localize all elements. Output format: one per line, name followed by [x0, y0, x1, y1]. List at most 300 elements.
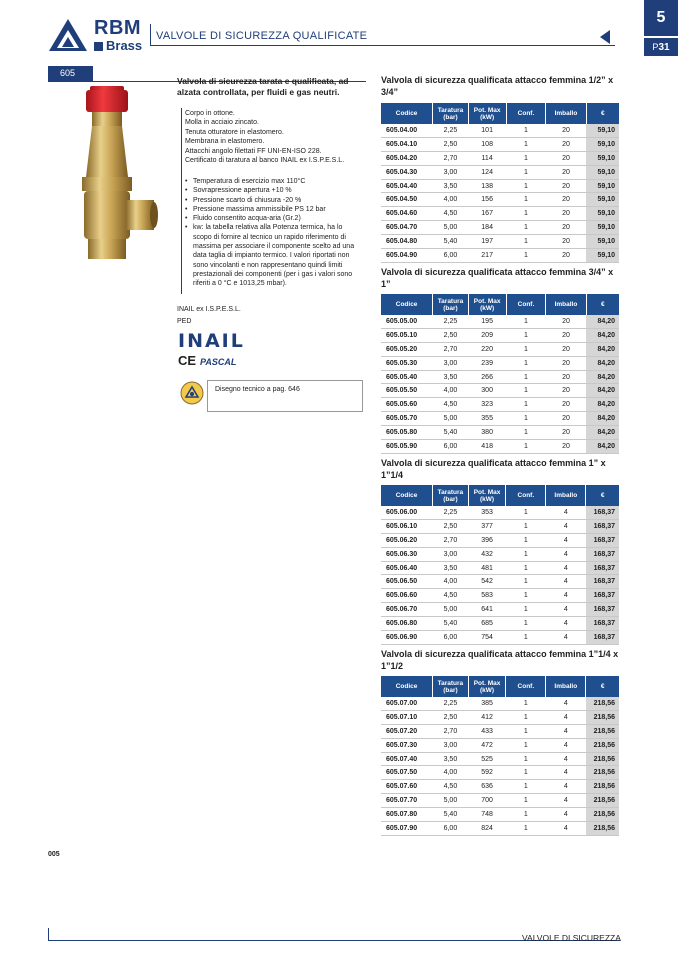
brand-name: RBM	[94, 17, 142, 39]
price-cell: 218,56	[586, 794, 619, 808]
product-code: 605.07.00	[381, 697, 433, 710]
table-title: Valvola di sicurezza qualificata attacco femmina 1” x 1”1/4	[381, 458, 606, 480]
table-cell: 209	[468, 328, 506, 342]
product-code: 605.06.00	[381, 506, 433, 519]
table-cell: 20	[546, 249, 586, 263]
table-row	[381, 697, 619, 710]
table-row	[381, 603, 619, 617]
table-cell: 4	[546, 519, 586, 533]
price-cell: 168,37	[586, 561, 619, 575]
table-cell: 20	[546, 412, 586, 426]
table-cell: 114	[468, 151, 506, 165]
table-cell: 1	[506, 315, 546, 328]
column-header: €	[586, 676, 619, 697]
product-code: 605.05.00	[381, 315, 433, 328]
table-cell: 4	[546, 617, 586, 631]
table-cell: 1	[506, 519, 546, 533]
price-cell: 59,10	[586, 124, 619, 137]
product-code: 605.06.40	[381, 561, 433, 575]
column-header: €	[586, 103, 619, 124]
table-cell: 592	[468, 766, 506, 780]
table-cell: 3,00	[433, 547, 469, 561]
table-cell: 1	[506, 506, 546, 519]
table-cell: 6,00	[433, 631, 469, 645]
feature-list	[185, 177, 363, 289]
table-cell: 685	[468, 617, 506, 631]
table-cell: 1	[506, 603, 546, 617]
table-cell: 1	[506, 235, 546, 249]
table-cell: 1	[506, 221, 546, 235]
page-number: P31	[644, 38, 678, 56]
table-header-row	[381, 294, 619, 315]
column-header: Codice	[381, 485, 433, 506]
table-cell: 2,25	[433, 697, 469, 710]
price-cell: 168,37	[586, 575, 619, 589]
price-cell: 84,20	[586, 412, 619, 426]
table-cell: 1	[506, 631, 546, 645]
table-cell: 2,70	[433, 151, 469, 165]
table-cell: 1	[506, 533, 546, 547]
table-row	[381, 193, 619, 207]
price-cell: 168,37	[586, 603, 619, 617]
table-cell: 824	[468, 822, 506, 836]
table-cell: 2,25	[433, 506, 469, 519]
bullet-rule	[181, 176, 182, 294]
table-cell: 184	[468, 221, 506, 235]
price-cell: 218,56	[586, 808, 619, 822]
product-code: 605.05.50	[381, 384, 433, 398]
table-cell: 1	[506, 426, 546, 440]
price-cell: 168,37	[586, 617, 619, 631]
table-cell: 195	[468, 315, 506, 328]
table-cell: 583	[468, 589, 506, 603]
table-cell: 2,25	[433, 315, 469, 328]
table-header-row	[381, 103, 619, 124]
table-cell: 1	[506, 561, 546, 575]
table-cell: 1	[506, 589, 546, 603]
price-cell: 218,56	[586, 752, 619, 766]
table-cell: 1	[506, 575, 546, 589]
price-cell: 59,10	[586, 249, 619, 263]
table-cell: 1	[506, 617, 546, 631]
table-row	[381, 766, 619, 780]
product-code: 605.04.60	[381, 207, 433, 221]
table-cell: 1	[506, 124, 546, 137]
product-code: 605.04.30	[381, 165, 433, 179]
drawing-reference-box	[207, 380, 363, 412]
page-title: VALVOLE DI SICUREZZA QUALIFICATE	[156, 30, 368, 42]
table-cell: 2,70	[433, 724, 469, 738]
table-cell: 4,00	[433, 384, 469, 398]
table-row	[381, 561, 619, 575]
product-code: 605.05.10	[381, 328, 433, 342]
table-row	[381, 370, 619, 384]
table-cell: 2,50	[433, 519, 469, 533]
table-row	[381, 179, 619, 193]
spec-item: Molla in acciaio zincato.	[185, 119, 259, 127]
table-cell: 20	[546, 137, 586, 151]
price-cell: 168,37	[586, 506, 619, 519]
table-row	[381, 533, 619, 547]
table-cell: 1	[506, 724, 546, 738]
table-cell: 20	[546, 328, 586, 342]
product-code: 605.06.90	[381, 631, 433, 645]
brand-sub: Brass	[94, 38, 142, 53]
spec-item: Corpo in ottone.	[185, 110, 235, 117]
product-code: 605.06.30	[381, 547, 433, 561]
spec-rule	[181, 108, 182, 176]
product-code: 605.07.20	[381, 724, 433, 738]
table-cell: 4	[546, 697, 586, 710]
table-cell: 1	[506, 207, 546, 221]
table-cell: 138	[468, 179, 506, 193]
column-header: Imballo	[546, 103, 586, 124]
table-title: Valvola di sicurezza qualificata attacco femmina 1/2” x 3/4”	[381, 75, 614, 97]
drawing-reference-link[interactable]: Disegno tecnico a pag. 646	[215, 386, 300, 393]
table-cell: 2,50	[433, 137, 469, 151]
table-cell: 1	[506, 547, 546, 561]
table-row	[381, 398, 619, 412]
table-cell: 2,25	[433, 124, 469, 137]
table-cell: 4,50	[433, 780, 469, 794]
column-header: Pot. Max (kW)	[468, 485, 506, 506]
table-cell: 20	[546, 315, 586, 328]
table-cell: 101	[468, 124, 506, 137]
column-header: Taratura (bar)	[433, 676, 469, 697]
table-cell: 266	[468, 370, 506, 384]
table-row	[381, 519, 619, 533]
price-table	[381, 485, 619, 645]
column-header: Pot. Max (kW)	[468, 294, 506, 315]
price-cell: 84,20	[586, 315, 619, 328]
product-code: 605.07.30	[381, 738, 433, 752]
section-tab: 605	[48, 66, 93, 81]
table-cell: 2,50	[433, 710, 469, 724]
table-cell: 1	[506, 412, 546, 426]
table-cell: 4	[546, 780, 586, 794]
column-header: Taratura (bar)	[433, 294, 469, 315]
table-cell: 5,00	[433, 412, 469, 426]
table-row	[381, 328, 619, 342]
product-code: 605.04.40	[381, 179, 433, 193]
table-row	[381, 440, 619, 454]
table-cell: 4	[546, 808, 586, 822]
product-code: 605.07.90	[381, 822, 433, 836]
table-cell: 5,40	[433, 426, 469, 440]
column-header: €	[586, 294, 619, 315]
table-cell: 1	[506, 697, 546, 710]
table-cell: 1	[506, 766, 546, 780]
table-row	[381, 315, 619, 328]
price-cell: 168,37	[586, 589, 619, 603]
header-rule	[150, 45, 615, 46]
price-cell: 59,10	[586, 193, 619, 207]
table-row	[381, 207, 619, 221]
table-cell: 1	[506, 151, 546, 165]
feature-item: • Sovrapressione apertura +10 %	[185, 186, 363, 195]
table-cell: 217	[468, 249, 506, 263]
product-code: 605.07.80	[381, 808, 433, 822]
price-cell: 168,37	[586, 631, 619, 645]
table-cell: 418	[468, 440, 506, 454]
table-cell: 412	[468, 710, 506, 724]
price-cell: 168,37	[586, 547, 619, 561]
certification-inail: INAIL ex I.S.P.E.S.L.	[177, 306, 241, 313]
price-cell: 59,10	[586, 179, 619, 193]
product-code: 605.04.50	[381, 193, 433, 207]
table-cell: 4	[546, 547, 586, 561]
table-cell: 377	[468, 519, 506, 533]
certification-ped: PED	[177, 318, 192, 325]
table-cell: 4	[546, 561, 586, 575]
table-cell: 4	[546, 710, 586, 724]
product-code: 605.05.30	[381, 356, 433, 370]
spec-item: Tenuta otturatore in elastomero.	[185, 128, 284, 136]
product-code: 605.07.10	[381, 710, 433, 724]
table-cell: 20	[546, 440, 586, 454]
table-cell: 4,00	[433, 766, 469, 780]
price-cell: 218,56	[586, 822, 619, 836]
product-code: 605.06.80	[381, 617, 433, 631]
table-cell: 124	[468, 165, 506, 179]
table-cell: 4	[546, 631, 586, 645]
column-header: Conf.	[506, 676, 546, 697]
table-cell: 5,00	[433, 794, 469, 808]
table-cell: 1	[506, 356, 546, 370]
table-cell: 3,00	[433, 165, 469, 179]
table-cell: 5,00	[433, 221, 469, 235]
table-cell: 4,00	[433, 193, 469, 207]
table-row	[381, 412, 619, 426]
table-cell: 1	[506, 193, 546, 207]
price-cell: 84,20	[586, 426, 619, 440]
table-cell: 472	[468, 738, 506, 752]
feature-item: • kw: la tabella relativa alla Potenza termica, ha lo scopo di fornire al tecnico un rapido riferimento di massima per associare il componente scelto ad una data taglia di impianto termico. I valori riportati non sono vincolanti e non rappresentano quindi limiti prestazionali dei componenti (per i gas i valori sono riferiti a 0 °C e 1013,25 mbar).	[185, 223, 363, 288]
product-code: 605.06.60	[381, 589, 433, 603]
table-cell: 20	[546, 124, 586, 137]
table-cell: 3,50	[433, 370, 469, 384]
table-cell: 20	[546, 384, 586, 398]
table-cell: 1	[506, 738, 546, 752]
price-cell: 59,10	[586, 151, 619, 165]
table-cell: 6,00	[433, 822, 469, 836]
price-cell: 218,56	[586, 710, 619, 724]
product-code: 605.07.50	[381, 766, 433, 780]
table-cell: 20	[546, 193, 586, 207]
table-cell: 432	[468, 547, 506, 561]
price-cell: 218,56	[586, 724, 619, 738]
table-cell: 2,50	[433, 328, 469, 342]
table-cell: 1	[506, 137, 546, 151]
table-cell: 1	[506, 440, 546, 454]
price-cell: 84,20	[586, 342, 619, 356]
table-cell: 5,40	[433, 235, 469, 249]
table-row	[381, 342, 619, 356]
table-cell: 1	[506, 398, 546, 412]
table-row	[381, 137, 619, 151]
table-cell: 1	[506, 179, 546, 193]
table-cell: 542	[468, 575, 506, 589]
table-cell: 4	[546, 533, 586, 547]
table-cell: 5,40	[433, 808, 469, 822]
feature-item: • Temperatura di esercizio max 110°C	[185, 177, 363, 186]
table-cell: 3,50	[433, 561, 469, 575]
table-cell: 3,50	[433, 179, 469, 193]
table-row	[381, 589, 619, 603]
column-header: Codice	[381, 676, 433, 697]
table-cell: 20	[546, 165, 586, 179]
table-cell: 4	[546, 589, 586, 603]
column-header: Imballo	[546, 676, 586, 697]
table-cell: 156	[468, 193, 506, 207]
table-row	[381, 794, 619, 808]
product-code: 605.06.70	[381, 603, 433, 617]
table-row	[381, 506, 619, 519]
product-code: 605.07.70	[381, 794, 433, 808]
table-cell: 1	[506, 794, 546, 808]
table-cell: 4,50	[433, 398, 469, 412]
table-title: Valvola di sicurezza qualificata attacco femmina 3/4” x 1”	[381, 267, 614, 289]
table-cell: 4	[546, 575, 586, 589]
product-code: 605.05.90	[381, 440, 433, 454]
table-cell: 20	[546, 179, 586, 193]
product-code: 605.04.10	[381, 137, 433, 151]
table-cell: 4	[546, 766, 586, 780]
product-code: 605.06.20	[381, 533, 433, 547]
table-cell: 20	[546, 356, 586, 370]
table-cell: 220	[468, 342, 506, 356]
table-cell: 300	[468, 384, 506, 398]
table-cell: 20	[546, 151, 586, 165]
table-cell: 20	[546, 370, 586, 384]
price-table	[381, 294, 619, 454]
table-cell: 4	[546, 724, 586, 738]
table-cell: 3,00	[433, 738, 469, 752]
price-cell: 59,10	[586, 137, 619, 151]
table-cell: 355	[468, 412, 506, 426]
price-cell: 84,20	[586, 440, 619, 454]
price-cell: 218,56	[586, 780, 619, 794]
column-header: Taratura (bar)	[433, 103, 469, 124]
column-header: Codice	[381, 294, 433, 315]
table-cell: 4	[546, 752, 586, 766]
price-table	[381, 103, 619, 263]
product-code: 605.05.40	[381, 370, 433, 384]
product-code: 605.04.80	[381, 235, 433, 249]
table-header-row	[381, 485, 619, 506]
table-cell: 4	[546, 822, 586, 836]
table-cell: 2,70	[433, 342, 469, 356]
spec-item: Attacchi angolo filettati FF UNI-EN-ISO 228.	[185, 147, 322, 155]
price-cell: 59,10	[586, 221, 619, 235]
table-cell: 748	[468, 808, 506, 822]
product-code: 605.07.60	[381, 780, 433, 794]
table-cell: 6,00	[433, 249, 469, 263]
product-code: 605.05.70	[381, 412, 433, 426]
table-row	[381, 808, 619, 822]
table-cell: 20	[546, 398, 586, 412]
table-header-row	[381, 676, 619, 697]
table-cell: 1	[506, 249, 546, 263]
column-header: Pot. Max (kW)	[468, 103, 506, 124]
table-row	[381, 710, 619, 724]
price-cell: 168,37	[586, 533, 619, 547]
footer-code: 005	[48, 851, 60, 858]
table-row	[381, 426, 619, 440]
table-cell: 20	[546, 426, 586, 440]
product-code: 605.05.60	[381, 398, 433, 412]
table-cell: 20	[546, 342, 586, 356]
table-cell: 4,00	[433, 575, 469, 589]
table-row	[381, 822, 619, 836]
table-cell: 1	[506, 780, 546, 794]
table-row	[381, 631, 619, 645]
price-cell: 218,56	[586, 697, 619, 710]
table-cell: 20	[546, 207, 586, 221]
table-cell: 1	[506, 165, 546, 179]
ce-mark: CE	[178, 353, 197, 368]
table-cell: 4	[546, 603, 586, 617]
rbm-logo-icon	[48, 18, 88, 52]
table-cell: 2,70	[433, 533, 469, 547]
price-table	[381, 676, 619, 836]
product-code: 605.05.20	[381, 342, 433, 356]
table-row	[381, 724, 619, 738]
product-code: 605.06.10	[381, 519, 433, 533]
price-cell: 218,56	[586, 766, 619, 780]
table-cell: 167	[468, 207, 506, 221]
table-cell: 4	[546, 738, 586, 752]
price-cell: 59,10	[586, 207, 619, 221]
price-cell: 84,20	[586, 328, 619, 342]
table-row	[381, 575, 619, 589]
arrow-left-icon	[600, 30, 610, 44]
table-cell: 4	[546, 794, 586, 808]
spec-list	[185, 109, 365, 165]
table-cell: 525	[468, 752, 506, 766]
price-cell: 218,56	[586, 738, 619, 752]
table-cell: 1	[506, 808, 546, 822]
table-cell: 4,50	[433, 589, 469, 603]
column-header: Imballo	[546, 294, 586, 315]
feature-item: • Pressione scarto di chiusura -20 %	[185, 196, 363, 205]
spec-item: Certificato di taratura al banco INAIL ex I.S.P.E.S.L.	[185, 157, 345, 165]
table-cell: 20	[546, 235, 586, 249]
table-cell: 353	[468, 506, 506, 519]
column-header: Conf.	[506, 485, 546, 506]
table-cell: 20	[546, 221, 586, 235]
table-row	[381, 165, 619, 179]
table-title: Valvola di sicurezza qualificata attacco femmina 1”1/4 x 1”1/2	[381, 649, 619, 671]
table-cell: 323	[468, 398, 506, 412]
table-cell: 1	[506, 384, 546, 398]
table-row	[381, 124, 619, 137]
table-cell: 1	[506, 822, 546, 836]
table-cell: 197	[468, 235, 506, 249]
table-cell: 396	[468, 533, 506, 547]
column-header: Codice	[381, 103, 433, 124]
table-cell: 700	[468, 794, 506, 808]
product-image	[48, 82, 163, 262]
table-cell: 1	[506, 710, 546, 724]
column-header: Taratura (bar)	[433, 485, 469, 506]
header-divider	[150, 24, 151, 46]
column-header: Conf.	[506, 294, 546, 315]
column-header: Conf.	[506, 103, 546, 124]
product-code: 605.04.20	[381, 151, 433, 165]
table-row	[381, 235, 619, 249]
table-row	[381, 221, 619, 235]
